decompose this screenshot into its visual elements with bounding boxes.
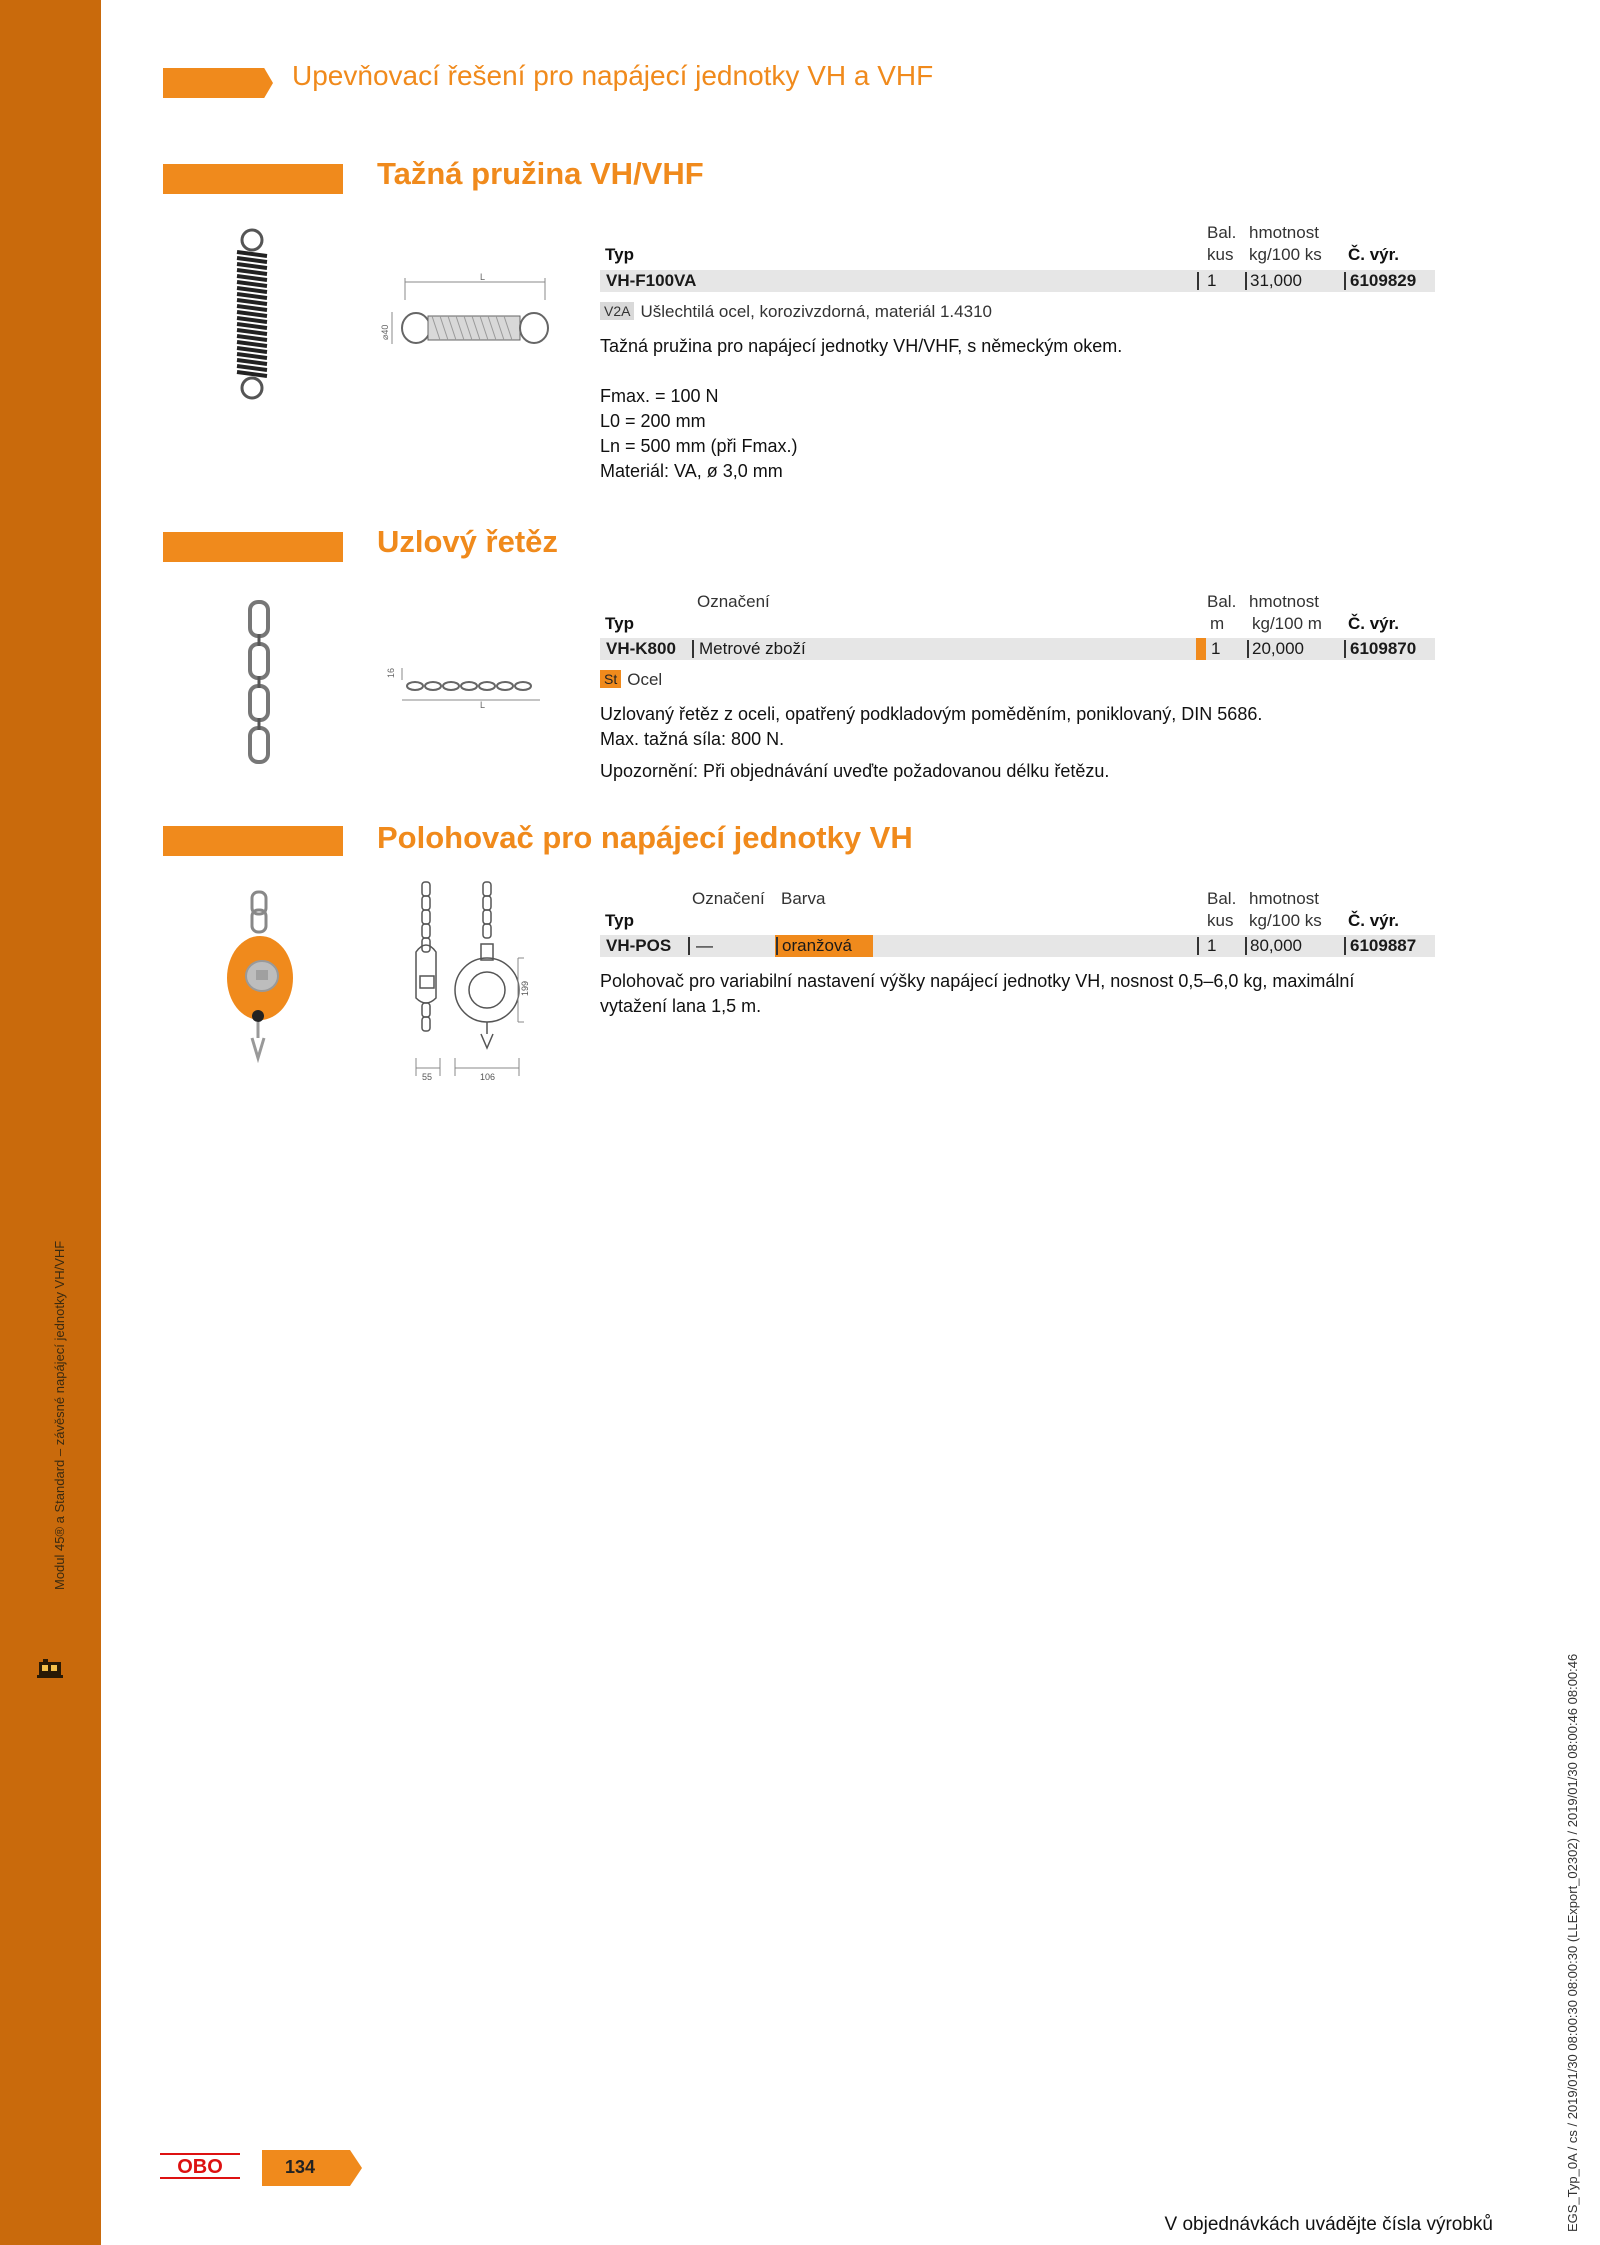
obo-logo	[160, 2153, 240, 2179]
header-typ: Typ	[605, 245, 634, 264]
section-bar	[163, 826, 343, 856]
description-line: Polohovač pro variabilní nastavení výšky napájecí jednotky VH, nosnost 0,5–6,0 kg, maximální	[600, 971, 1355, 991]
section-bar	[163, 532, 343, 562]
cell-bal: 1	[1207, 271, 1217, 290]
material-text: Ocel	[627, 670, 663, 689]
header-weight-unit: kg/100 m	[1252, 614, 1322, 633]
export-meta: EGS_Typ_0A / cs / 2019/01/30 08:00:30 08:00:30 (LLExport_02302) / 2019/01/30 08:00:46 08:00:46	[1565, 1653, 1580, 2232]
description-line: Uzlovaný řetěz z oceli, opatřený podkladovým poměděním, poniklovaný, DIN 5686.	[600, 704, 1263, 724]
section-title: Polohovač pro napájecí jednotky VH	[377, 820, 913, 855]
header-barva: Barva	[781, 889, 826, 908]
header-weight-unit: kg/100 ks	[1249, 911, 1322, 930]
header-weight: hmotnost	[1249, 889, 1319, 908]
material-tag: V2A	[600, 302, 634, 320]
header-weight: hmotnost	[1249, 223, 1319, 242]
sidebar-text: Modul 45® a Standard – závěsné napájecí jednotky VH/VHF	[52, 1240, 67, 1590]
cell-typ: VH-POS	[606, 936, 672, 955]
description-line: vytažení lana 1,5 m.	[600, 996, 762, 1016]
section-title: Tažná pružina VH/VHF	[377, 156, 704, 191]
length-label: L	[480, 700, 486, 710]
cell-barva: oranžová	[782, 936, 852, 955]
cell-art: 6109887	[1350, 936, 1417, 955]
header-bal: Bal.	[1207, 889, 1237, 908]
header-weight-unit: kg/100 ks	[1249, 245, 1322, 264]
positioner-drawing	[398, 878, 548, 1083]
logo-text: OBO	[177, 2156, 223, 2178]
section-bar	[163, 164, 343, 194]
table-row	[600, 935, 1435, 957]
header-typ: Typ	[605, 614, 634, 633]
power-unit-icon	[36, 1658, 66, 1680]
sidebar	[0, 0, 101, 2245]
description-line: Max. tažná síla: 800 N.	[600, 729, 785, 749]
cell-oznaceni: —	[696, 936, 713, 955]
cell-oznaceni: Metrové zboží	[699, 639, 806, 658]
diameter-label: ⌀40	[380, 324, 390, 340]
chapter-tab	[163, 68, 273, 98]
cell-typ: VH-F100VA	[606, 271, 697, 290]
header-oznaceni: Označení	[697, 592, 770, 611]
cell-typ: VH-K800	[606, 639, 676, 658]
length-label: L	[480, 272, 486, 282]
positioner-photo	[218, 888, 303, 1063]
cell-bal: 1	[1211, 639, 1221, 658]
material-line	[600, 670, 662, 690]
section-title: Uzlový řetěz	[377, 524, 558, 559]
spring-photo	[225, 228, 280, 403]
table-row	[600, 270, 1435, 292]
description	[600, 334, 1122, 484]
table-row	[600, 638, 1435, 660]
description-line: Ln = 500 mm (při Fmax.)	[600, 436, 798, 456]
cell-art: 6109829	[1350, 271, 1417, 290]
description-line: L0 = 200 mm	[600, 411, 706, 431]
chain-drawing	[380, 660, 560, 710]
header-art: Č. výr.	[1348, 245, 1400, 264]
material-tag: St	[600, 670, 621, 688]
cell-art: 6109870	[1350, 639, 1417, 658]
cell-weight: 20,000	[1252, 639, 1304, 658]
height-label: 199	[520, 980, 530, 996]
spring-drawing	[380, 270, 560, 350]
cell-weight: 80,000	[1250, 936, 1302, 955]
description-line: Materiál: VA, ø 3,0 mm	[600, 461, 783, 481]
description	[600, 969, 1354, 1019]
stock-marker	[1196, 638, 1206, 660]
header-art: Č. výr.	[1348, 614, 1400, 633]
material-line	[600, 302, 992, 322]
cell-weight: 31,000	[1250, 271, 1302, 290]
height-label: 16	[386, 667, 396, 678]
header-bal-unit: m	[1210, 614, 1225, 633]
header-bal-unit: kus	[1207, 911, 1234, 930]
description-line: Upozornění: Při objednávání uveďte požadovanou délku řetězu.	[600, 761, 1110, 781]
description	[600, 702, 1262, 784]
chain-photo	[240, 598, 280, 768]
header-oznaceni: Označení	[692, 889, 765, 908]
header-weight: hmotnost	[1249, 592, 1319, 611]
description-line: Fmax. = 100 N	[600, 386, 719, 406]
width-b-label: 106	[480, 1072, 496, 1082]
page-number: 134	[285, 2157, 316, 2177]
header-art: Č. výr.	[1348, 911, 1400, 930]
header-bal: Bal.	[1207, 592, 1237, 611]
footer-note: V objednávkách uvádějte čísla výrobků	[1164, 2214, 1493, 2235]
description-line	[600, 359, 1122, 384]
chapter-title: Upevňovací řešení pro napájecí jednotky VH a VHF	[292, 60, 934, 91]
cell-bal: 1	[1207, 936, 1217, 955]
material-text: Ušlechtilá ocel, korozivzdorná, materiál 1.4310	[640, 302, 992, 321]
header-bal-unit: kus	[1207, 245, 1234, 264]
header-typ: Typ	[605, 911, 634, 930]
width-a-label: 55	[422, 1072, 433, 1082]
description-line: Tažná pružina pro napájecí jednotky VH/VHF, s německým okem.	[600, 336, 1123, 356]
header-bal: Bal.	[1207, 223, 1237, 242]
